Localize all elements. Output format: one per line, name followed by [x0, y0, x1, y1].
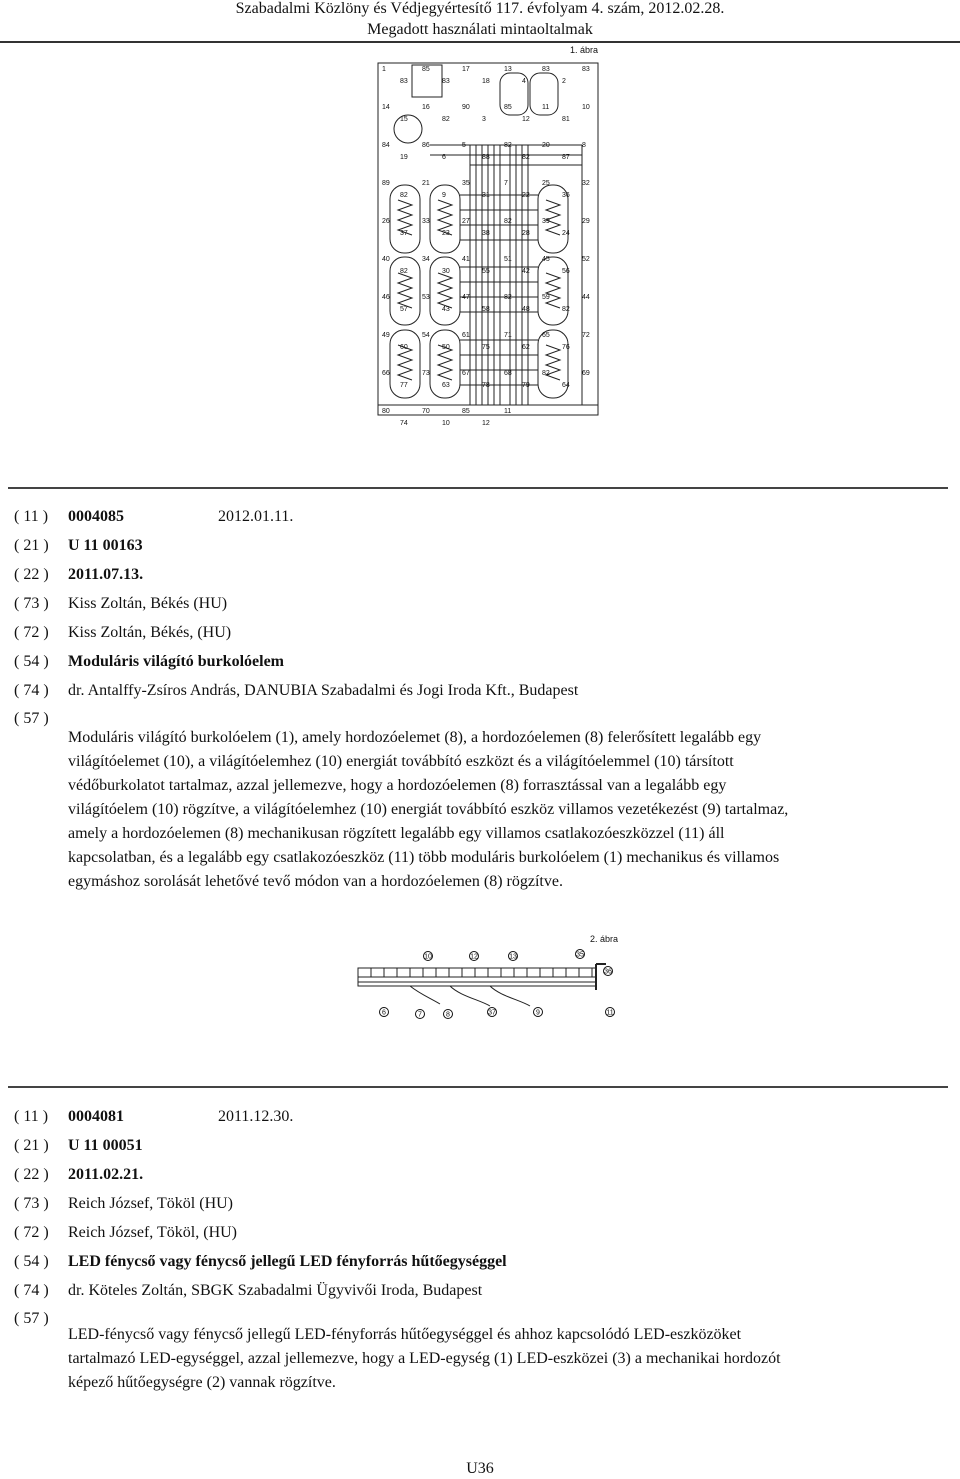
representative: dr. Antalffy-Zsíros András, DANUBIA Szabadalmi és Jogi Iroda Kft., Budapest — [68, 682, 579, 699]
figure-1-label: 39 — [542, 218, 550, 225]
figure-1-label: 90 — [462, 104, 470, 111]
figure-1-label: 25 — [542, 180, 550, 187]
figure-1-label: 82 — [504, 218, 512, 225]
figure-1-label: 57 — [400, 306, 408, 313]
figure-1-label: 61 — [462, 332, 470, 339]
field-22: ( 22 ) 2011.07.13. — [14, 566, 144, 583]
figure-1 — [370, 45, 610, 430]
figure-1-label: 80 — [382, 408, 390, 415]
figure-1-label: 71 — [504, 332, 512, 339]
figure-1-label: 2 — [562, 78, 566, 85]
application-number: U 11 00163 — [68, 537, 143, 554]
figure-1-label: 69 — [582, 370, 590, 377]
figure-1-label: 42 — [522, 268, 530, 275]
abstract-line: tartalmazó LED-egységgel, azzal jellemezve, hogy a LED-egység (1) LED-eszközei (3) a mechanikai hordozót — [68, 1350, 781, 1367]
figure-1-label: 3 — [482, 116, 486, 123]
figure-1-label: 60 — [400, 344, 408, 351]
figure-1-label: 88 — [482, 154, 490, 161]
figure-1-label: 62 — [522, 344, 530, 351]
abstract-line: világítóelem (10) rögzítve, a világítóelemhez (10) energiát továbbító eszköz villamos vezetékezést (9) tartalmaz, — [68, 801, 789, 818]
header-rule — [0, 41, 960, 43]
field-57: ( 57 ) — [14, 710, 49, 727]
abstract — [68, 726, 868, 894]
inventor: Kiss Zoltán, Békés, (HU) — [68, 624, 232, 641]
figure-1-label: 7 — [504, 180, 508, 187]
figure-1-label: 11 — [504, 408, 512, 415]
figure-1-label: 12 — [522, 116, 530, 123]
figure-1-label: 12 — [482, 420, 490, 427]
figure-1-label: 16 — [422, 104, 430, 111]
figure-1-label: 27 — [462, 218, 470, 225]
figure-2-label: 11 — [606, 1009, 614, 1017]
figure-1-label: 23 — [442, 230, 450, 237]
figure-1-label: 81 — [562, 116, 570, 123]
invention-title: LED fénycső vagy fénycső jellegű LED fényforrás hűtőegységgel — [68, 1253, 507, 1270]
figure-1-label: 51 — [504, 256, 512, 263]
application-number: U 11 00051 — [68, 1137, 143, 1154]
figure-1-label: 82 — [522, 154, 530, 161]
figure-2 — [350, 930, 630, 1020]
field-72: ( 72 ) Kiss Zoltán, Békés, (HU) — [14, 624, 232, 641]
figure-1-label: 46 — [382, 294, 390, 301]
field-11: ( 11 ) 0004081 2011.12.30. — [14, 1108, 294, 1125]
figure-1-label: 32 — [582, 180, 590, 187]
figure-1-label: 13 — [504, 66, 512, 73]
figure-2-caption: 2. ábra — [590, 934, 619, 944]
field-22: ( 22 ) 2011.02.21. — [14, 1166, 144, 1183]
figure-1-label: 34 — [422, 256, 430, 263]
figure-1-label: 38 — [482, 230, 490, 237]
figure-1-label: 31 — [482, 192, 490, 199]
figure-1-label: 5 — [462, 142, 466, 149]
figure-1-label: 17 — [462, 66, 470, 73]
figure-1-label: 48 — [522, 306, 530, 313]
figure-1-label: 65 — [542, 332, 550, 339]
figure-1-label: 30 — [442, 268, 450, 275]
invention-title: Moduláris világító burkolóelem — [68, 653, 284, 670]
figure-1-label: 26 — [382, 218, 390, 225]
registration-date: 2012.01.11. — [218, 508, 294, 525]
field-54: ( 54 ) Moduláris világító burkolóelem — [14, 653, 284, 670]
figure-1-label: 19 — [400, 154, 408, 161]
figure-1-label: 82 — [542, 370, 550, 377]
figure-1-label: 70 — [422, 408, 430, 415]
figure-2-label: 10 — [424, 953, 432, 961]
figure-1-label: 83 — [582, 66, 590, 73]
figure-2-label: 36 — [604, 968, 612, 976]
figure-1-label: 72 — [582, 332, 590, 339]
registration-date: 2011.12.30. — [218, 1108, 294, 1125]
figure-1-label: 85 — [462, 408, 470, 415]
filing-date: 2011.02.21. — [68, 1166, 144, 1183]
figure-1-label: 78 — [482, 382, 490, 389]
figure-1-label: 54 — [422, 332, 430, 339]
field-57: ( 57 ) — [14, 1310, 49, 1327]
figure-1-label: 4 — [522, 78, 526, 85]
figure-1-label: 68 — [504, 370, 512, 377]
representative: dr. Köteles Zoltán, SBGK Szabadalmi Ügyvivői Iroda, Budapest — [68, 1282, 483, 1299]
figure-1-label: 58 — [482, 306, 490, 313]
abstract-line: LED-fénycső vagy fénycső jellegű LED-fényforrás hűtőegységgel és ahhoz kapcsolódó LED-eszközöket — [68, 1326, 742, 1343]
figure-1-label: 15 — [400, 116, 408, 123]
field-21: ( 21 ) U 11 00163 — [14, 537, 143, 554]
inventor: Reich József, Tököl, (HU) — [68, 1224, 237, 1241]
abstract-line: védőburkolatot tartalmaz, azzal jellemezve, hogy a hordozóelemen (8) forrasztással van a legalább egy — [68, 777, 727, 794]
figure-1-label: 14 — [382, 104, 390, 111]
patent-record-2 — [14, 1108, 944, 1408]
figure-2-label: 37 — [488, 1009, 496, 1017]
journal-title: Szabadalmi Közlöny és Védjegyértesítő 117. évfolyam 4. szám, 2012.02.28. — [235, 0, 725, 17]
figure-1-label: 50 — [442, 344, 450, 351]
figure-1-label: 44 — [582, 294, 590, 301]
figure-1-label: 9 — [442, 192, 446, 199]
field-74: ( 74 ) dr. Antalffy-Zsíros András, DANUBIA Szabadalmi és Jogi Iroda Kft., Budapest — [14, 682, 579, 699]
figure-1-label: 22 — [522, 192, 530, 199]
figure-1-label: 8 — [582, 142, 586, 149]
figure-1-label: 43 — [442, 306, 450, 313]
figure-1-label: 67 — [462, 370, 470, 377]
figure-1-label: 29 — [582, 218, 590, 225]
figure-1-label: 36 — [562, 192, 570, 199]
figure-1-label: 77 — [400, 382, 408, 389]
figure-1-label: 11 — [542, 104, 550, 111]
figure-2-label: 8 — [446, 1011, 450, 1019]
figure-2-label: 13 — [509, 953, 517, 961]
figure-1-label: 41 — [462, 256, 470, 263]
figure-1-label: 73 — [422, 370, 430, 377]
figure-2-label: 12 — [470, 953, 478, 961]
registration-number: 0004085 — [68, 508, 124, 525]
figure-2-label: 6 — [382, 1009, 386, 1017]
figure-1-label: 24 — [562, 230, 570, 237]
field-54: ( 54 ) LED fénycső vagy fénycső jellegű LED fényforrás hűtőegységgel — [14, 1253, 507, 1270]
abstract-line: világítóelemet (10), a világítóelemhez (10) energiát továbbító eszközt és a világítóelemmel (10) társított — [68, 753, 734, 770]
figure-1-label: 82 — [442, 116, 450, 123]
field-73: ( 73 ) Reich József, Tököl (HU) — [14, 1195, 233, 1212]
figure-1-label: 47 — [462, 294, 470, 301]
figure-1-label: 79 — [522, 382, 530, 389]
abstract-line: képező hűtőegységre (2) vannak rögzítve. — [68, 1374, 336, 1391]
filing-date: 2011.07.13. — [68, 566, 144, 583]
figure-1-label: 85 — [504, 104, 512, 111]
field-72: ( 72 ) Reich József, Tököl, (HU) — [14, 1224, 237, 1241]
figure-1-label: 83 — [542, 66, 550, 73]
figure-1-label: 64 — [562, 382, 570, 389]
figure-1-label: 82 — [562, 306, 570, 313]
abstract-line: kapcsolatban, és a legalább egy csatlakozóeszköz (11) több moduláris burkolóelem (1) mechanikus és villamos — [68, 849, 780, 866]
section-title: Megadott használati mintaoltalmak — [367, 21, 593, 38]
page-number: U36 — [466, 1460, 494, 1477]
owner: Reich József, Tököl (HU) — [68, 1195, 233, 1212]
figure-1-label: 33 — [422, 218, 430, 225]
abstract-line: Moduláris világító burkolóelem (1), amely hordozóelemet (8), a hordozóelemen (8) felerősített legalább egy — [68, 729, 762, 746]
abstract-line: amely a hordozóelemen (8) mechanikusan rögzített legalább egy villamos csatlakozóeszközzel (11) áll — [68, 825, 725, 842]
figure-2-label: 7 — [418, 1011, 422, 1019]
figure-1-label: 37 — [400, 230, 408, 237]
figure-1-label: 59 — [542, 294, 550, 301]
figure-1-label: 83 — [400, 78, 408, 85]
figure-1-drawing — [370, 45, 610, 430]
figure-1-label: 53 — [422, 294, 430, 301]
field-21: ( 21 ) U 11 00051 — [14, 1137, 143, 1154]
figure-1-label: 82 — [400, 192, 408, 199]
record-separator — [8, 487, 948, 489]
figure-1-label: 49 — [382, 332, 390, 339]
figure-1-label: 84 — [382, 142, 390, 149]
figure-1-label: 86 — [422, 142, 430, 149]
abstract — [68, 1323, 868, 1395]
field-73: ( 73 ) Kiss Zoltán, Békés (HU) — [14, 595, 228, 612]
field-11: ( 11 ) 0004085 2012.01.11. — [14, 508, 294, 525]
field-74: ( 74 ) dr. Köteles Zoltán, SBGK Szabadalmi Ügyvivői Iroda, Budapest — [14, 1282, 483, 1299]
figure-1-label: 10 — [582, 104, 590, 111]
figure-2-drawing — [350, 930, 630, 1020]
figure-1-label: 82 — [504, 142, 512, 149]
figure-1-label: 76 — [562, 344, 570, 351]
figure-1-label: 66 — [382, 370, 390, 377]
figure-1-label: 20 — [542, 142, 550, 149]
figure-1-label: 87 — [562, 154, 570, 161]
figure-1-label: 1 — [382, 66, 386, 73]
figure-1-label: 74 — [400, 420, 408, 427]
patent-record-1 — [14, 508, 944, 898]
owner: Kiss Zoltán, Békés (HU) — [68, 595, 228, 612]
figure-1-label: 28 — [522, 230, 530, 237]
figure-1-label: 83 — [442, 78, 450, 85]
figure-1-label: 35 — [462, 180, 470, 187]
figure-1-label: 21 — [422, 180, 430, 187]
figure-1-label: 82 — [504, 294, 512, 301]
figure-1-label: 56 — [562, 268, 570, 275]
figure-1-label: 18 — [482, 78, 490, 85]
figure-2-label: 9 — [536, 1009, 540, 1017]
figure-1-label: 45 — [542, 256, 550, 263]
figure-1-label: 75 — [482, 344, 490, 351]
figure-1-label: 55 — [482, 268, 490, 275]
figure-1-label: 89 — [382, 180, 390, 187]
abstract-line: egymáshoz sorolását lehetővé tevő módon van a hordozóelemen (8) rögzítve. — [68, 873, 563, 890]
registration-number: 0004081 — [68, 1108, 124, 1125]
figure-1-label: 6 — [442, 154, 446, 161]
figure-1-label: 82 — [400, 268, 408, 275]
record-separator — [8, 1086, 948, 1088]
figure-1-label: 40 — [382, 256, 390, 263]
figure-1-label: 85 — [422, 66, 430, 73]
figure-2-label: 35 — [576, 951, 584, 959]
figure-1-label: 52 — [582, 256, 590, 263]
figure-1-label: 10 — [442, 420, 450, 427]
figure-1-caption: 1. ábra — [570, 45, 599, 55]
figure-1-label: 63 — [442, 382, 450, 389]
